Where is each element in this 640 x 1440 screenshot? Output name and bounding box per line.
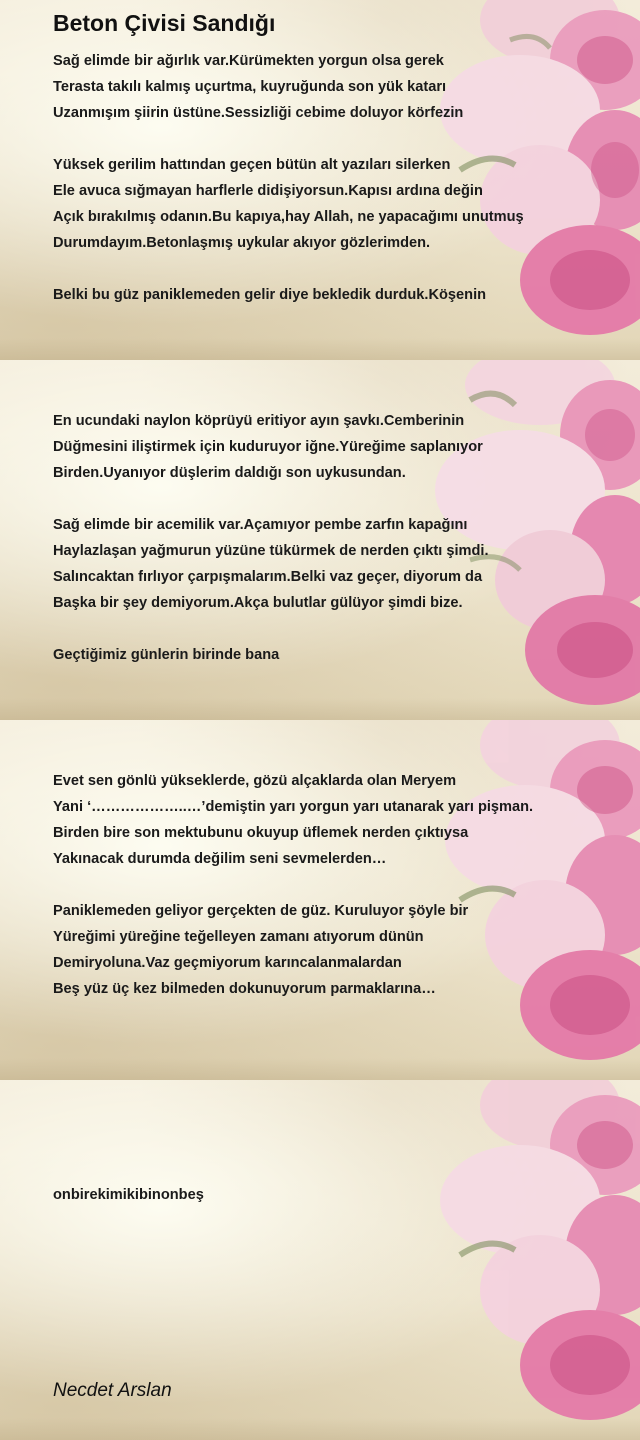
stanza-block	[53, 408, 489, 668]
poem-line: Durumdayım.Betonlaşmış uykular akıyor gözlerimden.	[53, 235, 431, 251]
poem-line: Açık bırakılmış odanın.Bu kapıya,hay Allah, ne yapacağımı unutmuş	[53, 209, 524, 225]
poem-line: Haylazlaşan yağmurun yüzüne tükürmek de nerden çıktı şimdi.	[53, 543, 489, 559]
poem-line: Düğmesini iliştirmek için kuduruyor iğne.Yüreğime saplanıyor	[53, 439, 483, 455]
stanza-block	[53, 1182, 204, 1208]
poem-line: Salıncaktan fırlıyor çarpışmalarım.Belki vaz geçer, diyorum da	[53, 569, 483, 585]
poem-line: Yüreğimi yüreğine teğelleyen zamanı atıyorum dünün	[53, 929, 424, 945]
poem-panel-1	[0, 0, 640, 360]
poem-line: Başka bir şey demiyorum.Akça bulutlar gülüyor şimdi bize.	[53, 595, 463, 611]
poem-line: Demiryoluna.Vaz geçmiyorum karıncalanmalardan	[53, 955, 402, 971]
poem-line: Ele avuca sığmayan harflerle didişiyorsun.Kapısı ardına değin	[53, 183, 483, 199]
poem-line	[53, 126, 524, 152]
stanza-block	[53, 768, 533, 1002]
poem-line: Geçtiğimiz günlerin birinde bana	[53, 647, 280, 663]
poem-line	[53, 486, 489, 512]
poem-line: Sağ elimde bir ağırlık var.Kürümekten yorgun olsa gerek	[53, 53, 444, 69]
stanza-block	[53, 48, 524, 308]
poem-line: Terasta takılı kalmış uçurtma, kuyruğunda son yük katarı	[53, 79, 447, 95]
poem-line	[53, 616, 489, 642]
roses-illustration	[400, 1080, 640, 1440]
poem-line: Birden.Uyanıyor düşlerim daldığı son uykusundan.	[53, 465, 406, 481]
poem-date-line: onbirekimikibinonbeş	[53, 1187, 204, 1203]
poem-line: Paniklemeden geliyor gerçekten de güz. Kuruluyor şöyle bir	[53, 903, 469, 919]
poem-line: Yani ‘………………..…’demiştin yarı yorgun yarı utanarak yarı pişman.	[53, 799, 534, 815]
poem-line: Belki bu güz paniklemeden gelir diye bekledik durduk.Köşenin	[53, 287, 487, 303]
poem-title: Beton Çivisi Sandığı	[53, 10, 276, 36]
poem-panel-4	[0, 1080, 640, 1440]
poem-line: Evet sen gönlü yükseklerde, gözü alçaklarda olan Meryem	[53, 773, 457, 789]
poem-panel-2	[0, 360, 640, 720]
author-name: Necdet Arslan	[53, 1380, 172, 1401]
poem-line: Uzanmışım şiirin üstüne.Sessizliği cebime doluyor körfezin	[53, 105, 464, 121]
poem-line: Beş yüz üç kez bilmeden dokunuyorum parmaklarına…	[53, 981, 436, 997]
poem-line: Sağ elimde bir acemilik var.Açamıyor pembe zarfın kapağını	[53, 517, 468, 533]
poem-line: Birden bire son mektubunu okuyup üflemek nerden çıktıysa	[53, 825, 469, 841]
poem-panel-3	[0, 720, 640, 1080]
poem-line: Yakınacak durumda değilim seni sevmelerden…	[53, 851, 387, 867]
poem-line: En ucundaki naylon köprüyü eritiyor ayın şavkı.Cemberinin	[53, 413, 465, 429]
poem-line	[53, 872, 533, 898]
poem-line: Yüksek gerilim hattından geçen bütün alt yazıları silerken	[53, 157, 451, 173]
poem-line	[53, 256, 524, 282]
